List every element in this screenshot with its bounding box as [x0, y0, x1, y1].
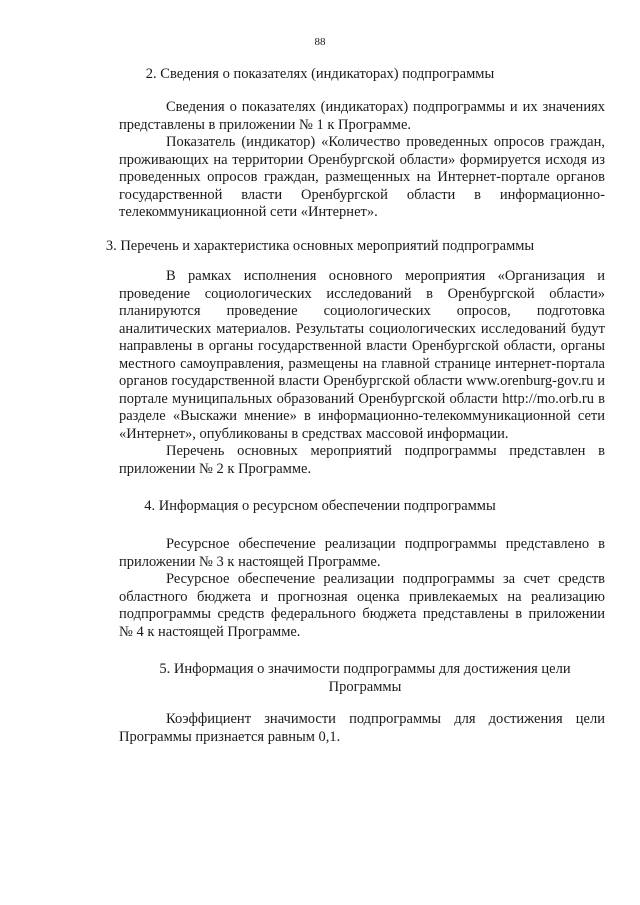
paragraph: В рамках исполнения основного мероприятия «Организация и проведение социологических исследований в Оренбургской области» планируются проведение социологических опросов, подготовка аналитических материалов. Результаты социологических исследований будут направлены в органы государственной власти Оренбургской области, органы местного самоуправления, размещены на главной странице интернет-портала органов государственной власти Оренбургской области www.orenburg-gov.ru и портале муниципальных образований Оренбургской области http://mo.orb.ru в разделе «Выскажи мнение» в информационно-телекоммуникационной сети «Интернет», опубликованы в средствах массовой информации. [119, 268, 605, 442]
page-number: 88 [314, 36, 326, 48]
section-heading-2: 2. Сведения о показателях (индикаторах) подпрограммы [145, 66, 495, 82]
paragraph: Сведения о показателях (индикаторах) подпрограммы и их значениях представлены в приложении № 1 к Программе. [119, 99, 605, 133]
section-heading-4: 4. Информация о ресурсном обеспечении подпрограммы [144, 498, 496, 514]
paragraph: Ресурсное обеспечение реализации подпрограммы за счет средств областного бюджета и прогнозная оценка привлекаемых на реализацию подпрограммы средств федерального бюджета представлены в приложении № 4 к настоящей Программе. [119, 571, 605, 640]
paragraph: Ресурсное обеспечение реализации подпрограммы представлено в приложении № 3 к настоящей Программе. [119, 536, 605, 570]
section-heading-3: 3. Перечень и характеристика основных мероприятий подпрограммы [105, 238, 535, 254]
section-body-3 [119, 268, 605, 478]
section-body-5 [119, 711, 605, 746]
paragraph: Коэффициент значимости подпрограммы для достижения цели Программы признается равным 0,1. [119, 711, 605, 745]
paragraph: Показатель (индикатор) «Количество проведенных опросов граждан, проживающих на территории Оренбургской области» формируется исходя из проведенных опросов граждан, размещенных на Интернет-портале органов государственной власти Оренбургской области в информационно-телекоммуникационной сети «Интернет». [119, 134, 605, 220]
section-heading-5: 5. Информация о значимости подпрограммы для достижения цели Программы [159, 661, 571, 695]
paragraph: Перечень основных мероприятий подпрограммы представлен в приложении № 2 к Программе. [119, 443, 605, 477]
section-body-2 [119, 99, 605, 222]
section-body-4 [119, 536, 605, 641]
